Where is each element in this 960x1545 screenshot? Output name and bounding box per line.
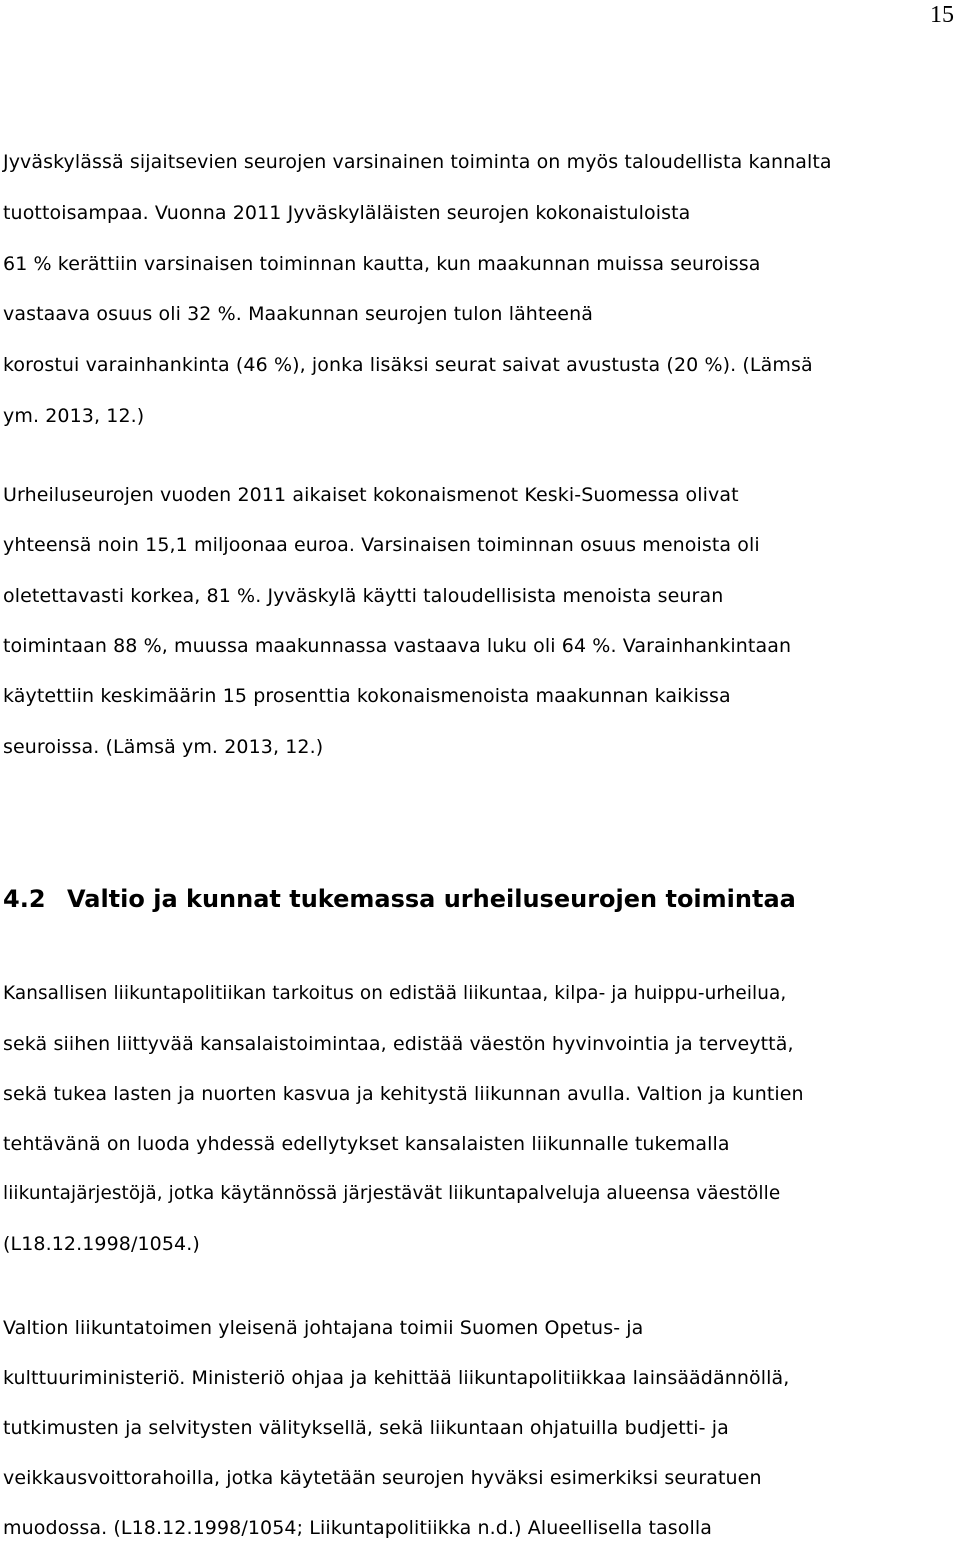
text-line: yhteensä noin 15,1 miljoonaa euroa. Varsinaisen toiminnan osuus menoista oli xyxy=(3,534,760,556)
text-line: oletettavasti korkea, 81 %. Jyväskylä käytti taloudellisista menoista seuran xyxy=(3,585,724,607)
text-line: Urheiluseurojen vuoden 2011 aikaiset kokonaismenot Keski-Suomessa olivat xyxy=(3,484,739,506)
text-line: sekä tukea lasten ja nuorten kasvua ja kehitystä liikunnan avulla. Valtion ja kuntien xyxy=(3,1083,804,1105)
text-line: tutkimusten ja selvitysten välityksellä, sekä liikuntaan ohjatuilla budjetti- ja xyxy=(3,1417,729,1439)
text-line: korostui varainhankinta (46 %), jonka lisäksi seurat saivat avustusta (20 %). (Lämsä xyxy=(3,354,813,376)
text-line: toimintaan 88 %, muussa maakunnassa vastaava luku oli 64 %. Varainhankintaan xyxy=(3,635,792,657)
text-line: sekä siihen liittyvää kansalaistoimintaa, edistää väestön hyvinvointia ja terveyttä, xyxy=(3,1033,794,1055)
page-number: 15 xyxy=(930,2,954,28)
text-line: tehtävänä on luoda yhdessä edellytykset kansalaisten liikunnalle tukemalla xyxy=(3,1133,730,1155)
text-line: seuroissa. (Lämsä ym. 2013, 12.) xyxy=(3,736,324,758)
text-line: vastaava osuus oli 32 %. Maakunnan seurojen tulon lähteenä xyxy=(3,303,593,325)
text-line: Kansallisen liikuntapolitiikan tarkoitus on edistää liikuntaa, kilpa- ja huippu-urheilua, xyxy=(3,983,787,1004)
text-line: Valtion liikuntatoimen yleisenä johtajana toimii Suomen Opetus- ja xyxy=(3,1317,644,1339)
section-number: 4.2 xyxy=(3,885,46,913)
text-line: kulttuuriministeriö. Ministeriö ohjaa ja kehittää liikuntapolitiikkaa lainsäädännöllä, xyxy=(3,1367,790,1389)
text-line: (L18.12.1998/1054.) xyxy=(3,1233,200,1255)
section-heading xyxy=(3,887,796,911)
text-line: tuottoisampaa. Vuonna 2011 Jyväskyläläisten seurojen kokonaistuloista xyxy=(3,202,691,224)
text-line: Jyväskylässä sijaitsevien seurojen varsinainen toiminta on myös taloudellista kannalta xyxy=(3,151,832,173)
text-line: liikuntajärjestöjä, jotka käytännössä järjestävät liikuntapalveluja alueensa väestölle xyxy=(3,1183,781,1204)
text-line: veikkausvoittorahoilla, jotka käytetään seurojen hyväksi esimerkiksi seuratuen xyxy=(3,1467,762,1489)
text-line: ym. 2013, 12.) xyxy=(3,405,145,427)
text-line: käytettiin keskimäärin 15 prosenttia kokonaismenoista maakunnan kaikissa xyxy=(3,685,731,707)
text-line: muodossa. (L18.12.1998/1054; Liikuntapolitiikka n.d.) Alueellisella tasolla xyxy=(3,1517,713,1539)
text-line: 61 % kerättiin varsinaisen toiminnan kautta, kun maakunnan muissa seuroissa xyxy=(3,253,761,275)
section-title: Valtio ja kunnat tukemassa urheiluseurojen toimintaa xyxy=(67,885,796,913)
